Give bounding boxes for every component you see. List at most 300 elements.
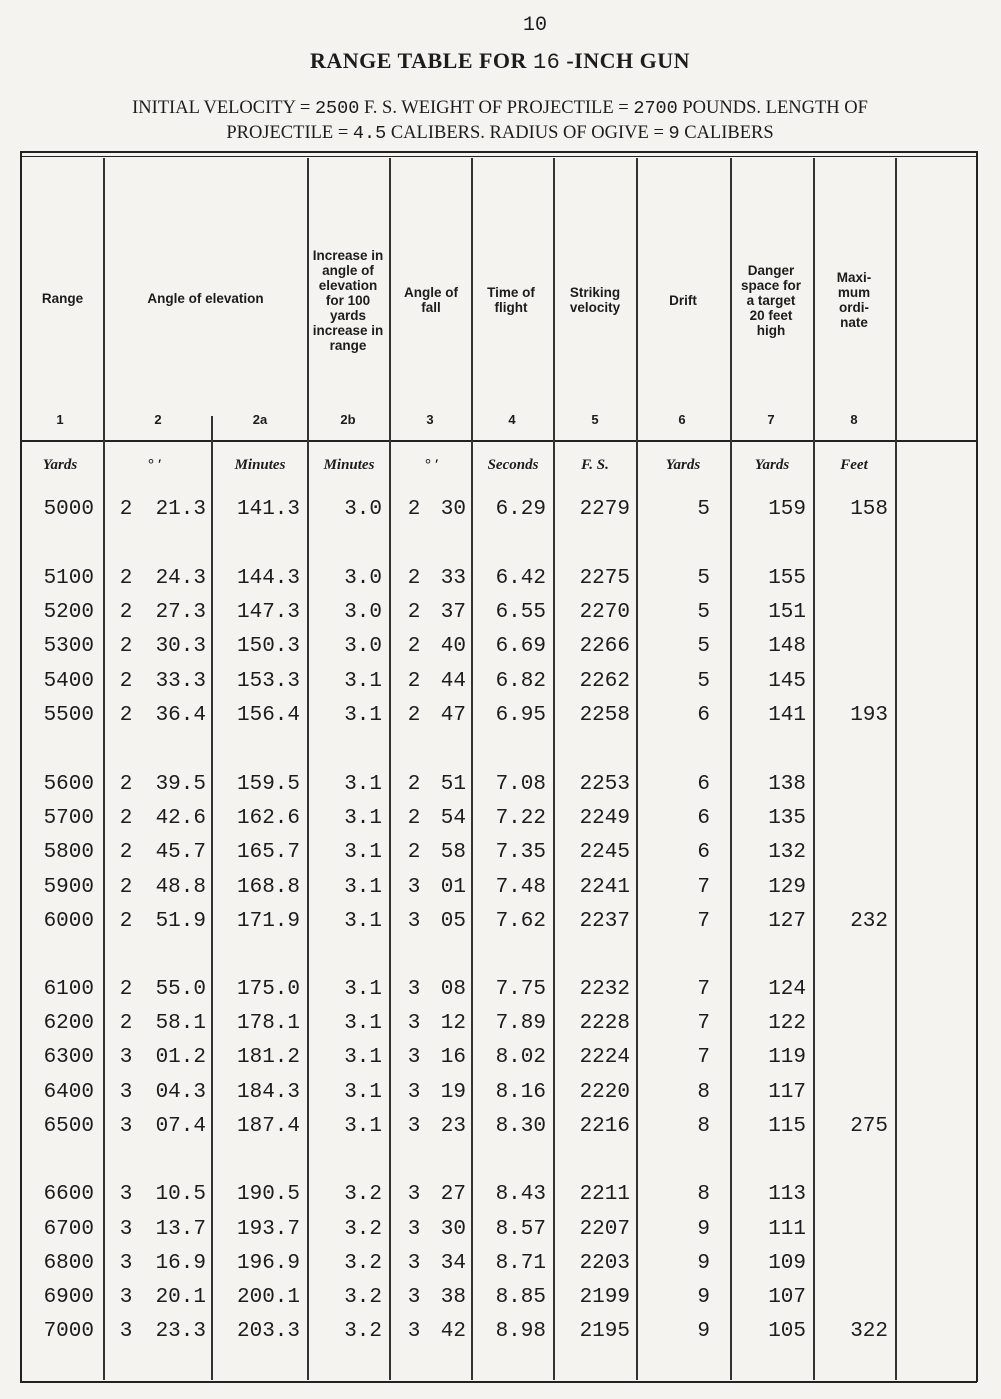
cell-elevation-deg: 3 [119,1218,133,1241]
cell-fall-deg: 3 [407,1115,421,1138]
cell-danger-space: 105 [768,1320,806,1343]
cell-striking-velocity: 2262 [579,670,630,693]
cell-fall-min: 23 [440,1115,466,1138]
header-drift: Drift [669,292,697,308]
cell-range: 6400 [43,1081,94,1104]
cell-time-of-flight: 8.98 [495,1320,546,1343]
cell-time-of-flight: 7.75 [495,978,546,1001]
cell-striking-velocity: 2228 [579,1012,630,1035]
header-max-ordinate: Maxi- mum ordi- nate [836,270,872,330]
cell-striking-velocity: 2220 [579,1081,630,1104]
cell-range: 5300 [43,635,94,658]
table-row [0,498,1001,532]
table-row [0,876,1001,910]
cell-fall-min: 37 [440,601,466,624]
unit-label: Yards [42,457,78,473]
table-row [0,910,1001,944]
cell-time-of-flight: 8.85 [495,1286,546,1309]
cell-elevation-minutes: 171.9 [236,910,300,933]
cell-elevation-min: 33.3 [155,670,206,693]
table-row [0,1115,1001,1149]
cell-fall-min: 42 [440,1320,466,1343]
ogive-radius-value: 9 [668,123,680,144]
cell-danger-space: 122 [768,1012,806,1035]
cell-fall-deg: 3 [407,876,421,899]
cell-fall-deg: 2 [407,498,421,521]
cell-fall-deg: 3 [407,1183,421,1206]
cell-fall-deg: 3 [407,910,421,933]
cell-striking-velocity: 2207 [579,1218,630,1241]
table-top-rule [20,151,977,153]
cell-fall-min: 44 [440,670,466,693]
cell-elevation-minutes: 141.3 [236,498,300,521]
table-row [0,1320,1001,1354]
cell-drift: 8 [697,1115,710,1138]
cell-range: 6300 [43,1046,94,1069]
cell-striking-velocity: 2203 [579,1252,630,1275]
table-row [0,1252,1001,1286]
cell-increase: 3.0 [344,601,382,624]
cell-increase: 3.1 [344,1012,382,1035]
cell-danger-space: 107 [768,1286,806,1309]
cell-elevation-deg: 3 [119,1286,133,1309]
cell-elevation-min: 42.6 [155,807,206,830]
cell-drift: 5 [697,498,710,521]
header-range: Range [41,290,84,306]
cell-elevation-deg: 3 [119,1183,133,1206]
cell-drift: 6 [697,807,710,830]
cell-range: 5500 [43,704,94,727]
table-row [0,635,1001,669]
title-caliber: 16 [532,50,561,75]
cell-range: 5700 [43,807,94,830]
cell-range: 6700 [43,1218,94,1241]
cell-drift: 6 [697,773,710,796]
cell-striking-velocity: 2216 [579,1115,630,1138]
cell-fall-min: 40 [440,635,466,658]
cell-time-of-flight: 8.57 [495,1218,546,1241]
unit-label: ° ′ [148,457,162,473]
cell-elevation-minutes: 159.5 [236,773,300,796]
cell-elevation-deg: 3 [119,1081,133,1104]
cell-increase: 3.2 [344,1218,382,1241]
cell-danger-space: 135 [768,807,806,830]
cell-elevation-deg: 2 [119,670,133,693]
cell-fall-deg: 3 [407,1218,421,1241]
cell-drift: 7 [697,978,710,1001]
cell-increase: 3.2 [344,1252,382,1275]
cell-elevation-deg: 2 [119,601,133,624]
cell-elevation-deg: 2 [119,1012,133,1035]
cell-elevation-min: 51.9 [155,910,206,933]
subtitle-text: PROJECTILE = [226,123,349,143]
cell-time-of-flight: 7.48 [495,876,546,899]
page-number: 10 [522,14,547,37]
unit-label: Feet [840,457,868,473]
table-row [0,1046,1001,1080]
cell-elevation-deg: 3 [119,1115,133,1138]
cell-increase: 3.2 [344,1183,382,1206]
header-bottom-rule [20,440,977,442]
cell-time-of-flight: 6.82 [495,670,546,693]
cell-danger-space: 141 [768,704,806,727]
cell-striking-velocity: 2211 [579,1183,630,1206]
subtitle-text: F. S. WEIGHT OF PROJECTILE = [364,98,629,118]
cell-range: 6100 [43,978,94,1001]
cell-danger-space: 111 [768,1218,806,1241]
column-number: 8 [850,412,858,427]
header-angle-of-elevation: Angle of elevation [147,290,264,306]
cell-fall-deg: 2 [407,841,421,864]
cell-drift: 5 [697,567,710,590]
subtitle-line-1 [0,98,1000,119]
table-bottom-rule [20,1381,977,1383]
cell-range: 6200 [43,1012,94,1035]
column-number: 3 [426,412,434,427]
initial-velocity-value: 2500 [314,98,360,119]
cell-range: 5400 [43,670,94,693]
table-row [0,1286,1001,1320]
cell-range: 6500 [43,1115,94,1138]
cell-striking-velocity: 2266 [579,635,630,658]
cell-time-of-flight: 7.35 [495,841,546,864]
table-row [0,841,1001,875]
cell-fall-deg: 2 [407,773,421,796]
cell-increase: 3.1 [344,1081,382,1104]
cell-fall-deg: 2 [407,807,421,830]
cell-time-of-flight: 6.69 [495,635,546,658]
unit-label: ° ′ [425,457,439,473]
table-row [0,567,1001,601]
cell-fall-deg: 3 [407,1286,421,1309]
subtitle-text: CALIBERS. RADIUS OF OGIVE = [390,123,664,143]
cell-elevation-min: 55.0 [155,978,206,1001]
cell-fall-min: 33 [440,567,466,590]
cell-elevation-min: 07.4 [155,1115,206,1138]
unit-label: Minutes [323,457,375,473]
header-time-of-flight: Time of flight [487,285,535,315]
cell-elevation-minutes: 144.3 [236,567,300,590]
cell-fall-min: 54 [440,807,466,830]
unit-label: Yards [754,457,790,473]
cell-drift: 6 [697,704,710,727]
cell-range: 6800 [43,1252,94,1275]
cell-striking-velocity: 2270 [579,601,630,624]
cell-striking-velocity: 2249 [579,807,630,830]
cell-danger-space: 124 [768,978,806,1001]
cell-striking-velocity: 2275 [579,567,630,590]
cell-elevation-minutes: 203.3 [236,1320,300,1343]
cell-elevation-deg: 2 [119,876,133,899]
cell-fall-min: 30 [440,498,466,521]
cell-elevation-min: 39.5 [155,773,206,796]
cell-elevation-min: 36.4 [155,704,206,727]
cell-elevation-deg: 2 [119,807,133,830]
cell-max-ordinate: 232 [850,910,888,933]
cell-time-of-flight: 8.30 [495,1115,546,1138]
cell-fall-deg: 3 [407,1081,421,1104]
cell-danger-space: 138 [768,773,806,796]
cell-fall-deg: 2 [407,635,421,658]
cell-elevation-minutes: 178.1 [236,1012,300,1035]
subtitle-text: CALIBERS [684,123,774,143]
cell-increase: 3.0 [344,498,382,521]
cell-drift: 9 [697,1252,710,1275]
unit-label: F. S. [581,457,609,473]
cell-time-of-flight: 7.22 [495,807,546,830]
cell-drift: 9 [697,1218,710,1241]
cell-elevation-deg: 2 [119,773,133,796]
cell-range: 5600 [43,773,94,796]
cell-drift: 7 [697,1046,710,1069]
cell-danger-space: 115 [768,1115,806,1138]
cell-elevation-minutes: 181.2 [236,1046,300,1069]
cell-fall-min: 47 [440,704,466,727]
cell-striking-velocity: 2195 [579,1320,630,1343]
header-angle-of-fall: Angle of fall [404,285,458,315]
cell-elevation-deg: 3 [119,1046,133,1069]
cell-elevation-min: 27.3 [155,601,206,624]
cell-fall-deg: 3 [407,1252,421,1275]
cell-elevation-min: 45.7 [155,841,206,864]
table-row [0,1183,1001,1217]
cell-elevation-deg: 2 [119,978,133,1001]
cell-elevation-minutes: 190.5 [236,1183,300,1206]
cell-range: 5200 [43,601,94,624]
cell-danger-space: 117 [768,1081,806,1104]
cell-fall-deg: 2 [407,670,421,693]
cell-increase: 3.1 [344,773,382,796]
cell-fall-min: 38 [440,1286,466,1309]
cell-increase: 3.1 [344,670,382,693]
cell-elevation-min: 23.3 [155,1320,206,1343]
column-number: 6 [678,412,686,427]
cell-elevation-min: 04.3 [155,1081,206,1104]
cell-fall-deg: 3 [407,978,421,1001]
cell-fall-min: 01 [440,876,466,899]
table-row [0,773,1001,807]
subtitle-text: INITIAL VELOCITY = [132,98,311,118]
cell-range: 6900 [43,1286,94,1309]
header-increase: Increase in angle of elevation for 100 yards increase in range [312,247,384,353]
cell-striking-velocity: 2232 [579,978,630,1001]
cell-increase: 3.1 [344,1115,382,1138]
cell-danger-space: 109 [768,1252,806,1275]
cell-elevation-minutes: 156.4 [236,704,300,727]
cell-fall-deg: 3 [407,1046,421,1069]
cell-fall-min: 16 [440,1046,466,1069]
column-number: 2b [340,412,356,427]
cell-increase: 3.1 [344,910,382,933]
cell-striking-velocity: 2245 [579,841,630,864]
cell-max-ordinate: 158 [850,498,888,521]
cell-increase: 3.0 [344,635,382,658]
cell-elevation-minutes: 153.3 [236,670,300,693]
cell-danger-space: 145 [768,670,806,693]
cell-time-of-flight: 7.89 [495,1012,546,1035]
column-number: 4 [508,412,516,427]
cell-elevation-min: 58.1 [155,1012,206,1035]
projectile-length-value: 4.5 [352,123,387,144]
cell-time-of-flight: 6.29 [495,498,546,521]
cell-elevation-minutes: 193.7 [236,1218,300,1241]
cell-time-of-flight: 6.95 [495,704,546,727]
cell-striking-velocity: 2241 [579,876,630,899]
cell-fall-min: 58 [440,841,466,864]
unit-label: Seconds [487,457,539,473]
cell-drift: 7 [697,1012,710,1035]
cell-increase: 3.1 [344,1046,382,1069]
cell-range: 5900 [43,876,94,899]
cell-drift: 9 [697,1286,710,1309]
table-row [0,704,1001,738]
cell-fall-min: 34 [440,1252,466,1275]
cell-elevation-min: 16.9 [155,1252,206,1275]
cell-increase: 3.1 [344,704,382,727]
cell-danger-space: 119 [768,1046,806,1069]
cell-drift: 8 [697,1081,710,1104]
column-number: 5 [591,412,599,427]
cell-fall-deg: 2 [407,601,421,624]
cell-danger-space: 159 [768,498,806,521]
table-row [0,978,1001,1012]
cell-fall-deg: 2 [407,567,421,590]
cell-danger-space: 132 [768,841,806,864]
cell-elevation-minutes: 150.3 [236,635,300,658]
cell-fall-min: 51 [440,773,466,796]
cell-fall-min: 08 [440,978,466,1001]
cell-striking-velocity: 2199 [579,1286,630,1309]
cell-max-ordinate: 322 [850,1320,888,1343]
column-number: 1 [56,412,64,427]
header-danger-space: Danger space for a target 20 feet high [740,262,802,338]
cell-time-of-flight: 6.55 [495,601,546,624]
title-suffix: -INCH GUN [566,48,691,73]
cell-time-of-flight: 8.02 [495,1046,546,1069]
cell-drift: 5 [697,601,710,624]
cell-fall-min: 05 [440,910,466,933]
cell-drift: 7 [697,876,710,899]
subtitle-text: POUNDS. LENGTH OF [682,98,868,118]
cell-elevation-min: 24.3 [155,567,206,590]
cell-time-of-flight: 8.71 [495,1252,546,1275]
cell-range: 6000 [43,910,94,933]
table-row [0,601,1001,635]
cell-elevation-min: 30.3 [155,635,206,658]
cell-elevation-deg: 2 [119,704,133,727]
cell-time-of-flight: 8.43 [495,1183,546,1206]
cell-elevation-deg: 2 [119,635,133,658]
cell-danger-space: 148 [768,635,806,658]
table-row [0,1012,1001,1046]
cell-striking-velocity: 2279 [579,498,630,521]
cell-elevation-minutes: 187.4 [236,1115,300,1138]
cell-elevation-deg: 2 [119,567,133,590]
cell-range: 5800 [43,841,94,864]
cell-elevation-deg: 2 [119,841,133,864]
cell-elevation-minutes: 147.3 [236,601,300,624]
cell-range: 5000 [43,498,94,521]
cell-increase: 3.1 [344,841,382,864]
cell-elevation-deg: 3 [119,1252,133,1275]
unit-label: Yards [665,457,701,473]
cell-time-of-flight: 8.16 [495,1081,546,1104]
cell-elevation-minutes: 162.6 [236,807,300,830]
cell-fall-min: 19 [440,1081,466,1104]
table-row [0,807,1001,841]
cell-drift: 5 [697,670,710,693]
title-prefix: RANGE TABLE FOR [309,48,527,73]
column-number: 2 [154,412,162,427]
cell-time-of-flight: 7.08 [495,773,546,796]
cell-striking-velocity: 2253 [579,773,630,796]
table-row [0,1081,1001,1115]
cell-striking-velocity: 2224 [579,1046,630,1069]
cell-striking-velocity: 2258 [579,704,630,727]
cell-elevation-min: 10.5 [155,1183,206,1206]
cell-drift: 8 [697,1183,710,1206]
cell-time-of-flight: 7.62 [495,910,546,933]
cell-increase: 3.1 [344,978,382,1001]
cell-increase: 3.1 [344,876,382,899]
cell-elevation-deg: 2 [119,910,133,933]
cell-danger-space: 151 [768,601,806,624]
cell-elevation-min: 13.7 [155,1218,206,1241]
cell-max-ordinate: 275 [850,1115,888,1138]
page-title [0,48,1000,75]
cell-increase: 3.1 [344,807,382,830]
cell-drift: 5 [697,635,710,658]
cell-elevation-minutes: 200.1 [236,1286,300,1309]
cell-elevation-deg: 3 [119,1320,133,1343]
cell-elevation-minutes: 175.0 [236,978,300,1001]
cell-fall-deg: 2 [407,704,421,727]
cell-elevation-minutes: 168.8 [236,876,300,899]
cell-fall-min: 12 [440,1012,466,1035]
cell-max-ordinate: 193 [850,704,888,727]
cell-drift: 9 [697,1320,710,1343]
cell-elevation-minutes: 184.3 [236,1081,300,1104]
cell-fall-min: 30 [440,1218,466,1241]
cell-elevation-min: 21.3 [155,498,206,521]
header-striking-velocity: Striking velocity [569,285,621,315]
cell-elevation-minutes: 196.9 [236,1252,300,1275]
cell-drift: 7 [697,910,710,933]
cell-elevation-minutes: 165.7 [236,841,300,864]
cell-drift: 6 [697,841,710,864]
cell-range: 7000 [43,1320,94,1343]
table-top-rule-inner [20,156,977,157]
table-row [0,670,1001,704]
cell-increase: 3.2 [344,1286,382,1309]
column-number: 2a [252,412,268,427]
cell-elevation-min: 20.1 [155,1286,206,1309]
cell-time-of-flight: 6.42 [495,567,546,590]
cell-danger-space: 127 [768,910,806,933]
table-row [0,1218,1001,1252]
cell-elevation-min: 01.2 [155,1046,206,1069]
cell-danger-space: 129 [768,876,806,899]
cell-danger-space: 155 [768,567,806,590]
cell-increase: 3.0 [344,567,382,590]
subtitle-line-2 [0,123,1000,144]
cell-elevation-deg: 2 [119,498,133,521]
cell-danger-space: 113 [768,1183,806,1206]
unit-label: Minutes [234,457,286,473]
cell-range: 6600 [43,1183,94,1206]
cell-fall-deg: 3 [407,1320,421,1343]
cell-fall-deg: 3 [407,1012,421,1035]
